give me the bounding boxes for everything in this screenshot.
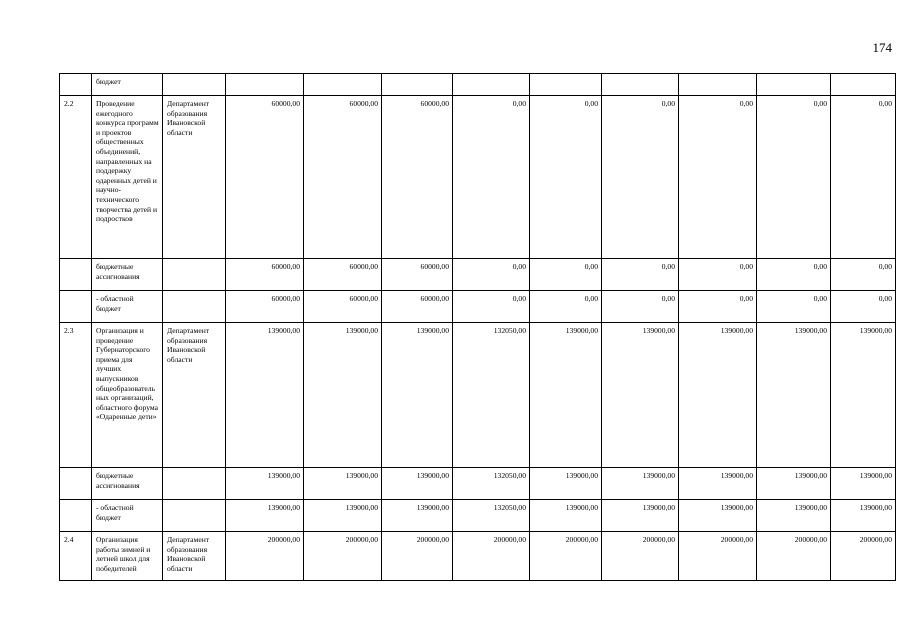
- table-row: [60, 468, 896, 500]
- table-row: [60, 96, 896, 259]
- value-cell: 60000,00: [226, 291, 304, 323]
- value-cell: 200000,00: [757, 532, 831, 581]
- row-number-cell: [60, 500, 92, 532]
- value-cell: 0,00: [679, 291, 757, 323]
- event-name-cell: Проведение ежегодного конкурса программ и проектов общественных объединений, направленных на поддержку одаренных детей и научно-технического творчества детей и подростков: [92, 96, 163, 259]
- value-cell: [831, 74, 896, 96]
- value-cell: 132050,00: [453, 500, 530, 532]
- value-cell: 60000,00: [226, 96, 304, 259]
- value-cell: 200000,00: [831, 532, 896, 581]
- value-cell: 200000,00: [226, 532, 304, 581]
- value-cell: 200000,00: [304, 532, 382, 581]
- event-name-cell: - областной бюджет: [92, 291, 163, 323]
- executor-cell: [163, 291, 226, 323]
- value-cell: 139000,00: [679, 323, 757, 468]
- value-cell: 200000,00: [602, 532, 679, 581]
- value-cell: 60000,00: [382, 291, 453, 323]
- value-cell: 139000,00: [831, 323, 896, 468]
- value-cell: 200000,00: [679, 532, 757, 581]
- event-name-cell: бюджетные ассигнования: [92, 259, 163, 291]
- value-cell: 0,00: [831, 291, 896, 323]
- value-cell: 0,00: [831, 259, 896, 291]
- row-number-cell: [60, 291, 92, 323]
- value-cell: 139000,00: [226, 323, 304, 468]
- value-cell: 139000,00: [831, 468, 896, 500]
- value-cell: 60000,00: [304, 291, 382, 323]
- value-cell: 139000,00: [602, 468, 679, 500]
- row-number-cell: [60, 468, 92, 500]
- value-cell: [304, 74, 382, 96]
- executor-cell: Департамент образования Ивановской области: [163, 96, 226, 259]
- value-cell: 60000,00: [382, 259, 453, 291]
- executor-cell: Департамент образования Ивановской области: [163, 323, 226, 468]
- table-row: [60, 323, 896, 468]
- value-cell: 200000,00: [453, 532, 530, 581]
- executor-cell: [163, 468, 226, 500]
- value-cell: 139000,00: [382, 323, 453, 468]
- value-cell: 200000,00: [530, 532, 602, 581]
- value-cell: 139000,00: [226, 468, 304, 500]
- row-number-cell: 2.3: [60, 323, 92, 468]
- value-cell: 139000,00: [382, 500, 453, 532]
- value-cell: 139000,00: [831, 500, 896, 532]
- value-cell: [453, 74, 530, 96]
- value-cell: 0,00: [530, 259, 602, 291]
- value-cell: 139000,00: [602, 323, 679, 468]
- value-cell: 60000,00: [226, 259, 304, 291]
- value-cell: 139000,00: [530, 500, 602, 532]
- value-cell: 139000,00: [757, 500, 831, 532]
- event-name-cell: Организация и проведение Губернаторского приема для лучших выпускников общеобразовательных организаций, областного форума «Одаренные дети»: [92, 323, 163, 468]
- table-row: [60, 500, 896, 532]
- value-cell: [757, 74, 831, 96]
- value-cell: 60000,00: [304, 96, 382, 259]
- value-cell: 139000,00: [304, 468, 382, 500]
- value-cell: 0,00: [602, 96, 679, 259]
- event-name-cell: бюджетные ассигнования: [92, 468, 163, 500]
- value-cell: 139000,00: [304, 500, 382, 532]
- value-cell: 132050,00: [453, 468, 530, 500]
- executor-cell: [163, 500, 226, 532]
- value-cell: 60000,00: [382, 96, 453, 259]
- table-row: [60, 74, 896, 96]
- value-cell: [226, 74, 304, 96]
- value-cell: [530, 74, 602, 96]
- event-name-cell: бюджет: [92, 74, 163, 96]
- value-cell: 0,00: [831, 96, 896, 259]
- value-cell: 0,00: [530, 291, 602, 323]
- value-cell: 0,00: [602, 259, 679, 291]
- executor-cell: [163, 259, 226, 291]
- value-cell: 0,00: [530, 96, 602, 259]
- value-cell: 60000,00: [304, 259, 382, 291]
- value-cell: [679, 74, 757, 96]
- value-cell: 139000,00: [679, 500, 757, 532]
- budget-table: [59, 73, 896, 581]
- value-cell: 0,00: [453, 259, 530, 291]
- value-cell: 139000,00: [602, 500, 679, 532]
- value-cell: 0,00: [757, 259, 831, 291]
- value-cell: 139000,00: [757, 468, 831, 500]
- event-name-cell: Организация работы зимней и летней школ для победителей: [92, 532, 163, 581]
- value-cell: 139000,00: [530, 323, 602, 468]
- table-row: [60, 532, 896, 581]
- value-cell: [602, 74, 679, 96]
- value-cell: 0,00: [679, 259, 757, 291]
- value-cell: 0,00: [757, 96, 831, 259]
- value-cell: 0,00: [602, 291, 679, 323]
- value-cell: 0,00: [453, 96, 530, 259]
- value-cell: 139000,00: [679, 468, 757, 500]
- value-cell: 132050,00: [453, 323, 530, 468]
- executor-cell: Департамент образования Ивановской области: [163, 532, 226, 581]
- executor-cell: [163, 74, 226, 96]
- value-cell: [382, 74, 453, 96]
- row-number-cell: [60, 259, 92, 291]
- table-row: [60, 291, 896, 323]
- page-number: 174: [872, 40, 892, 55]
- row-number-cell: 2.2: [60, 96, 92, 259]
- value-cell: 0,00: [757, 291, 831, 323]
- value-cell: 0,00: [453, 291, 530, 323]
- value-cell: 0,00: [679, 96, 757, 259]
- value-cell: 139000,00: [382, 468, 453, 500]
- event-name-cell: - областной бюджет: [92, 500, 163, 532]
- value-cell: 139000,00: [226, 500, 304, 532]
- value-cell: 139000,00: [530, 468, 602, 500]
- row-number-cell: 2.4: [60, 532, 92, 581]
- table-row: [60, 259, 896, 291]
- row-number-cell: [60, 74, 92, 96]
- value-cell: 200000,00: [382, 532, 453, 581]
- value-cell: 139000,00: [757, 323, 831, 468]
- value-cell: 139000,00: [304, 323, 382, 468]
